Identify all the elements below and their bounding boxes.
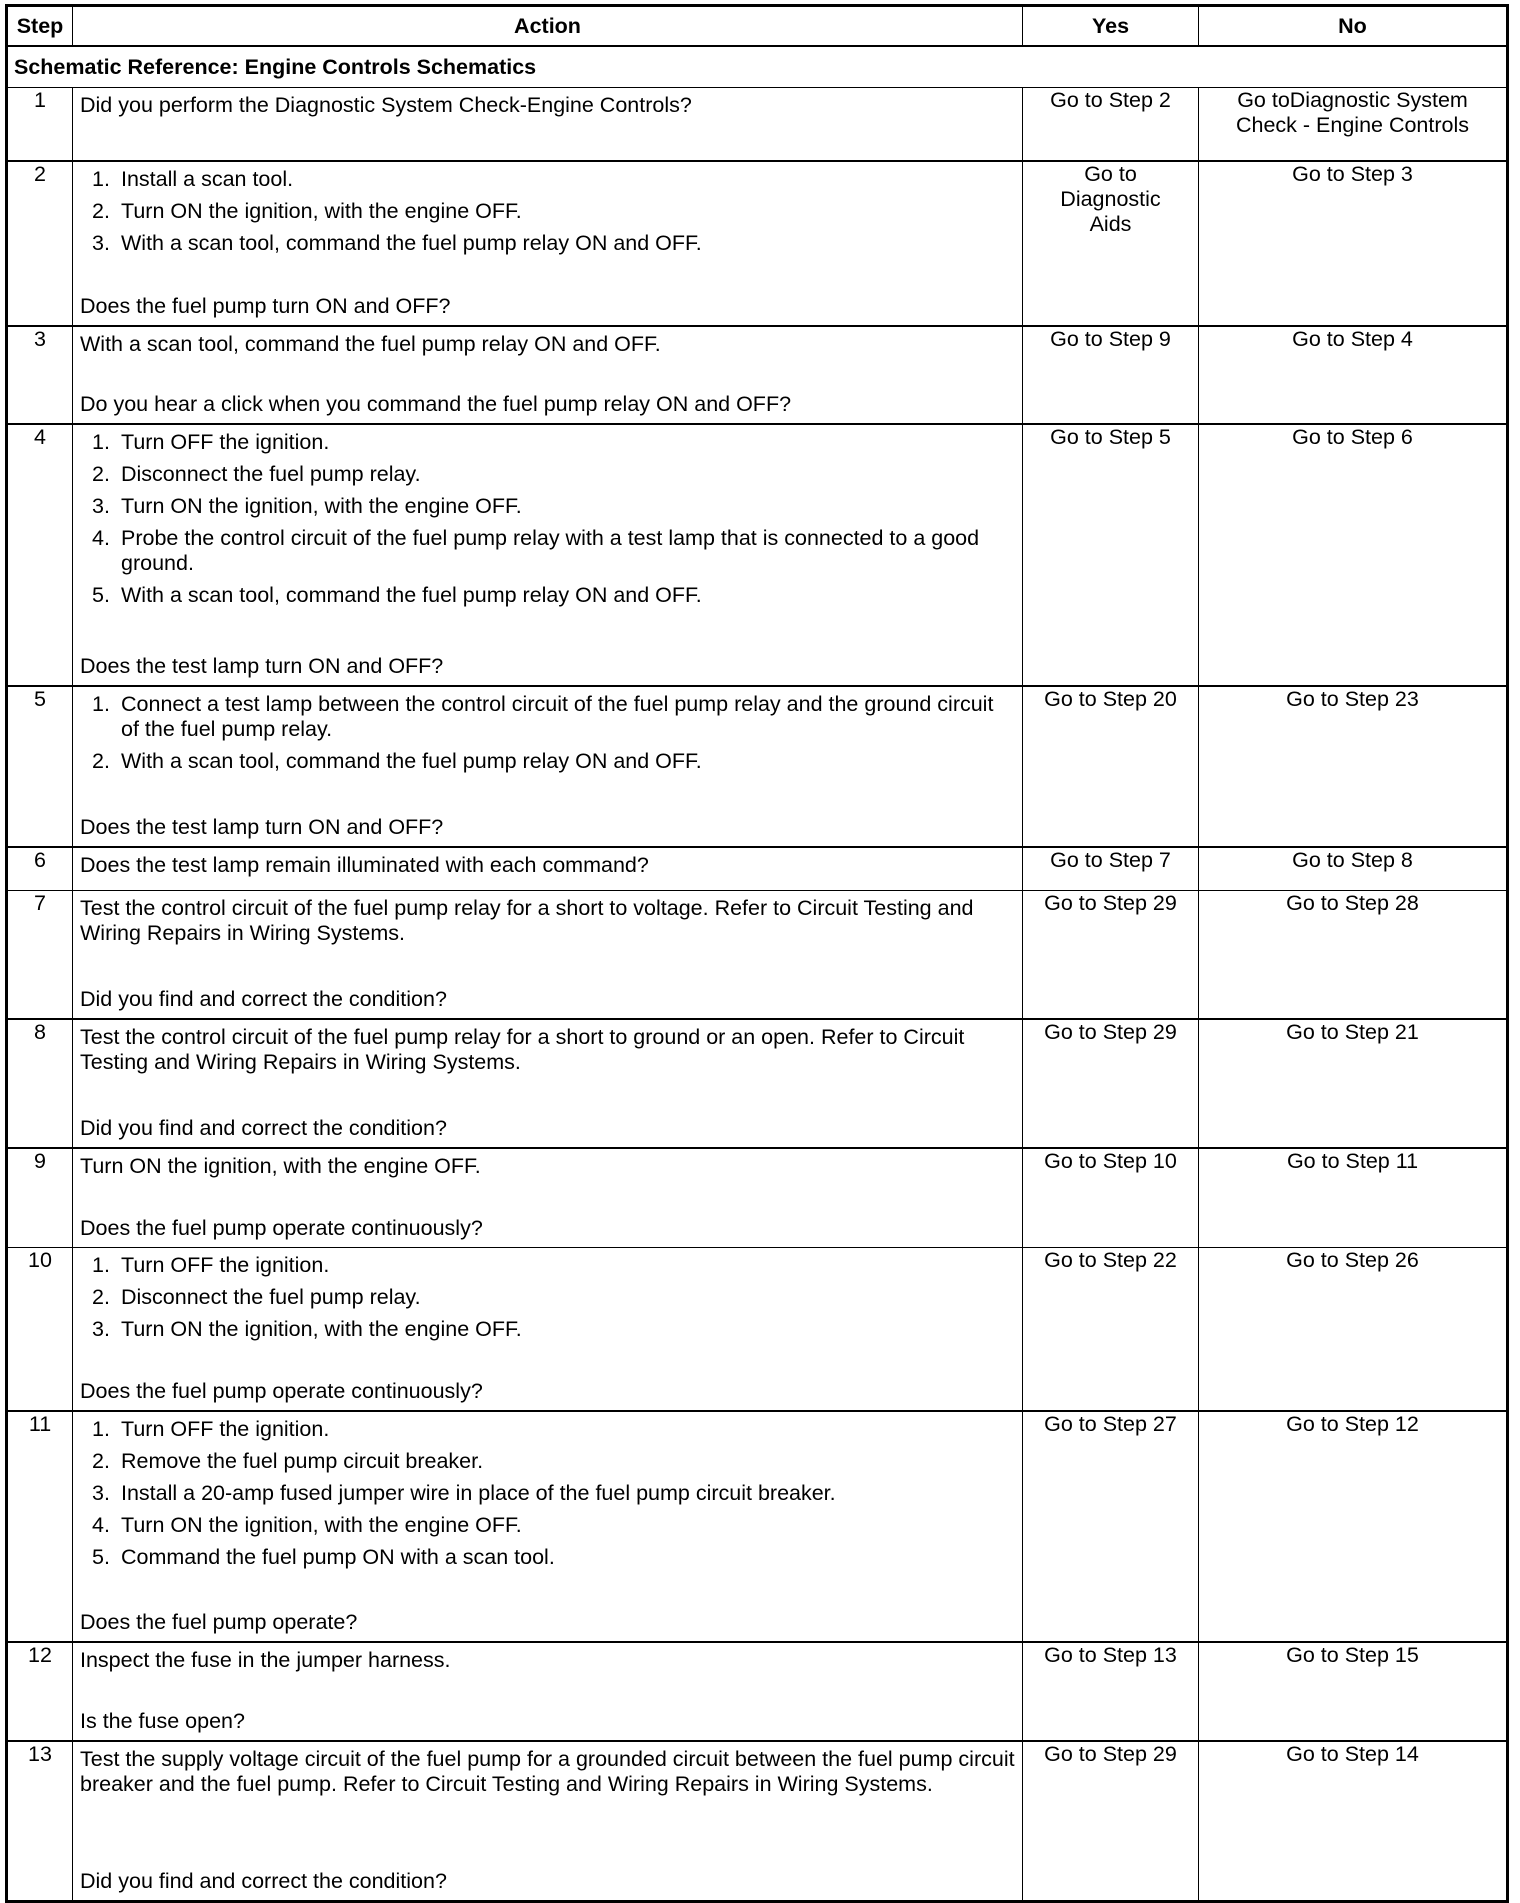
header-no: No bbox=[1199, 6, 1508, 47]
action-cell bbox=[73, 1148, 1023, 1248]
action-steps-list bbox=[80, 1417, 1016, 1577]
header-step: Step bbox=[7, 6, 73, 47]
action-cell bbox=[73, 1741, 1023, 1902]
action-step-item: Command the fuel pump ON with a scan tool. bbox=[121, 1545, 555, 1569]
action-text: Test the supply voltage circuit of the fuel pump for a grounded circuit between the fuel pump circuit breaker and the fuel pump. Refer to Circuit Testing and Wiring Repairs in Wiring Systems. bbox=[80, 1747, 1015, 1796]
action-steps-list bbox=[80, 1253, 1016, 1349]
action-step-item: Turn ON the ignition, with the engine OFF. bbox=[121, 199, 522, 223]
yes-result: Go to Step 20 bbox=[1023, 686, 1199, 847]
action-text: Test the control circuit of the fuel pump relay for a short to ground or an open. Refer to Circuit Testing and Wiring Repairs in Wiring Systems. bbox=[80, 1025, 965, 1074]
diagnostic-table bbox=[5, 4, 1509, 1903]
action-text: Does the test lamp remain illuminated with each command? bbox=[80, 853, 649, 877]
action-steps-list bbox=[80, 692, 1016, 781]
action-question: Does the fuel pump turn ON and OFF? bbox=[80, 294, 451, 318]
action-steps-list bbox=[80, 167, 1016, 263]
no-result: Go to Step 3 bbox=[1199, 161, 1508, 326]
step-number: 12 bbox=[7, 1642, 73, 1741]
no-result: Go to Step 21 bbox=[1199, 1019, 1508, 1148]
action-step-item: With a scan tool, command the fuel pump relay ON and OFF. bbox=[121, 749, 702, 773]
action-question: Does the fuel pump operate continuously? bbox=[80, 1379, 483, 1403]
step-number: 10 bbox=[7, 1248, 73, 1412]
header-yes: Yes bbox=[1023, 6, 1199, 47]
action-step-item: Install a 20-amp fused jumper wire in place of the fuel pump circuit breaker. bbox=[121, 1481, 836, 1505]
action-cell bbox=[73, 161, 1023, 326]
action-step-item: Turn OFF the ignition. bbox=[121, 1417, 330, 1441]
yes-result: Go to Step 5 bbox=[1023, 424, 1199, 686]
no-result: Go to Step 11 bbox=[1199, 1148, 1508, 1248]
step-row bbox=[7, 161, 1508, 326]
action-cell bbox=[73, 88, 1023, 162]
action-cell bbox=[73, 424, 1023, 686]
action-cell bbox=[73, 1019, 1023, 1148]
yes-result: Go to Step 29 bbox=[1023, 1019, 1199, 1148]
action-cell bbox=[73, 1642, 1023, 1741]
yes-result: Go to Step 2 bbox=[1023, 88, 1199, 162]
yes-result: Go to Step 29 bbox=[1023, 891, 1199, 1020]
step-number: 3 bbox=[7, 326, 73, 424]
action-step-item: Turn OFF the ignition. bbox=[121, 1253, 330, 1277]
no-result: Go to Step 23 bbox=[1199, 686, 1508, 847]
schematic-reference: Schematic Reference: Engine Controls Schematics bbox=[7, 46, 1508, 88]
step-row bbox=[7, 891, 1508, 1020]
action-cell bbox=[73, 686, 1023, 847]
no-result: Go toDiagnostic System Check - Engine Controls bbox=[1199, 88, 1508, 162]
step-number: 11 bbox=[7, 1411, 73, 1642]
no-result: Go to Step 26 bbox=[1199, 1248, 1508, 1412]
step-number: 1 bbox=[7, 88, 73, 162]
action-step-item: Remove the fuel pump circuit breaker. bbox=[121, 1449, 484, 1473]
step-row bbox=[7, 1248, 1508, 1412]
schematic-reference-row bbox=[7, 46, 1508, 88]
step-number: 7 bbox=[7, 891, 73, 1020]
yes-result: Go to Step 13 bbox=[1023, 1642, 1199, 1741]
no-result: Go to Step 12 bbox=[1199, 1411, 1508, 1642]
action-step-item: Turn OFF the ignition. bbox=[121, 430, 330, 454]
step-number: 8 bbox=[7, 1019, 73, 1148]
action-cell bbox=[73, 847, 1023, 891]
action-question: Did you find and correct the condition? bbox=[80, 1116, 447, 1140]
step-row bbox=[7, 1019, 1508, 1148]
action-step-item: Disconnect the fuel pump relay. bbox=[121, 462, 421, 486]
step-row bbox=[7, 686, 1508, 847]
step-row bbox=[7, 424, 1508, 686]
yes-result: Go to Step 7 bbox=[1023, 847, 1199, 891]
action-step-item: Probe the control circuit of the fuel pump relay with a test lamp that is connected to a good ground. bbox=[121, 526, 980, 575]
action-question: Does the test lamp turn ON and OFF? bbox=[80, 815, 444, 839]
action-cell bbox=[73, 326, 1023, 424]
step-row bbox=[7, 847, 1508, 891]
no-result: Go to Step 6 bbox=[1199, 424, 1508, 686]
action-cell bbox=[73, 1248, 1023, 1412]
no-result: Go to Step 15 bbox=[1199, 1642, 1508, 1741]
yes-result: Go to Diagnostic Aids bbox=[1023, 161, 1199, 326]
action-step-item: Connect a test lamp between the control circuit of the fuel pump relay and the ground circuit of the fuel pump relay. bbox=[121, 692, 994, 741]
action-cell bbox=[73, 891, 1023, 1020]
action-text: With a scan tool, command the fuel pump relay ON and OFF. bbox=[80, 332, 661, 356]
step-row bbox=[7, 1148, 1508, 1248]
action-step-item: With a scan tool, command the fuel pump relay ON and OFF. bbox=[121, 231, 702, 255]
step-row bbox=[7, 1741, 1508, 1902]
action-question: Does the fuel pump operate? bbox=[80, 1610, 358, 1634]
action-text: Turn ON the ignition, with the engine OFF. bbox=[80, 1154, 481, 1178]
no-result: Go to Step 8 bbox=[1199, 847, 1508, 891]
step-number: 5 bbox=[7, 686, 73, 847]
action-step-item: Install a scan tool. bbox=[121, 167, 294, 191]
action-step-item: Turn ON the ignition, with the engine OFF. bbox=[121, 1317, 522, 1341]
action-text: Did you perform the Diagnostic System Check-Engine Controls? bbox=[80, 93, 692, 117]
no-result: Go to Step 28 bbox=[1199, 891, 1508, 1020]
step-number: 13 bbox=[7, 1741, 73, 1902]
action-step-item: With a scan tool, command the fuel pump relay ON and OFF. bbox=[121, 583, 702, 607]
step-number: 2 bbox=[7, 161, 73, 326]
action-cell bbox=[73, 1411, 1023, 1642]
step-row bbox=[7, 326, 1508, 424]
header-row bbox=[7, 6, 1508, 47]
action-question: Did you find and correct the condition? bbox=[80, 1869, 447, 1893]
yes-result: Go to Step 9 bbox=[1023, 326, 1199, 424]
action-step-item: Disconnect the fuel pump relay. bbox=[121, 1285, 421, 1309]
no-result: Go to Step 4 bbox=[1199, 326, 1508, 424]
step-number: 6 bbox=[7, 847, 73, 891]
step-row bbox=[7, 88, 1508, 162]
step-number: 9 bbox=[7, 1148, 73, 1248]
action-question: Did you find and correct the condition? bbox=[80, 987, 447, 1011]
action-question: Is the fuse open? bbox=[80, 1709, 245, 1733]
action-question: Does the test lamp turn ON and OFF? bbox=[80, 654, 444, 678]
yes-result: Go to Step 29 bbox=[1023, 1741, 1199, 1902]
yes-result: Go to Step 27 bbox=[1023, 1411, 1199, 1642]
step-number: 4 bbox=[7, 424, 73, 686]
action-steps-list bbox=[80, 430, 1016, 615]
yes-result: Go to Step 22 bbox=[1023, 1248, 1199, 1412]
action-question: Does the fuel pump operate continuously? bbox=[80, 1216, 483, 1240]
no-result: Go to Step 14 bbox=[1199, 1741, 1508, 1902]
action-step-item: Turn ON the ignition, with the engine OFF. bbox=[121, 1513, 522, 1537]
step-row bbox=[7, 1411, 1508, 1642]
header-action: Action bbox=[73, 6, 1023, 47]
action-question: Do you hear a click when you command the fuel pump relay ON and OFF? bbox=[80, 392, 792, 416]
action-text: Inspect the fuse in the jumper harness. bbox=[80, 1648, 451, 1672]
action-text: Test the control circuit of the fuel pump relay for a short to voltage. Refer to Circuit Testing and Wiring Repairs in Wiring Systems. bbox=[80, 896, 974, 945]
step-row bbox=[7, 1642, 1508, 1741]
yes-result: Go to Step 10 bbox=[1023, 1148, 1199, 1248]
action-step-item: Turn ON the ignition, with the engine OFF. bbox=[121, 494, 522, 518]
